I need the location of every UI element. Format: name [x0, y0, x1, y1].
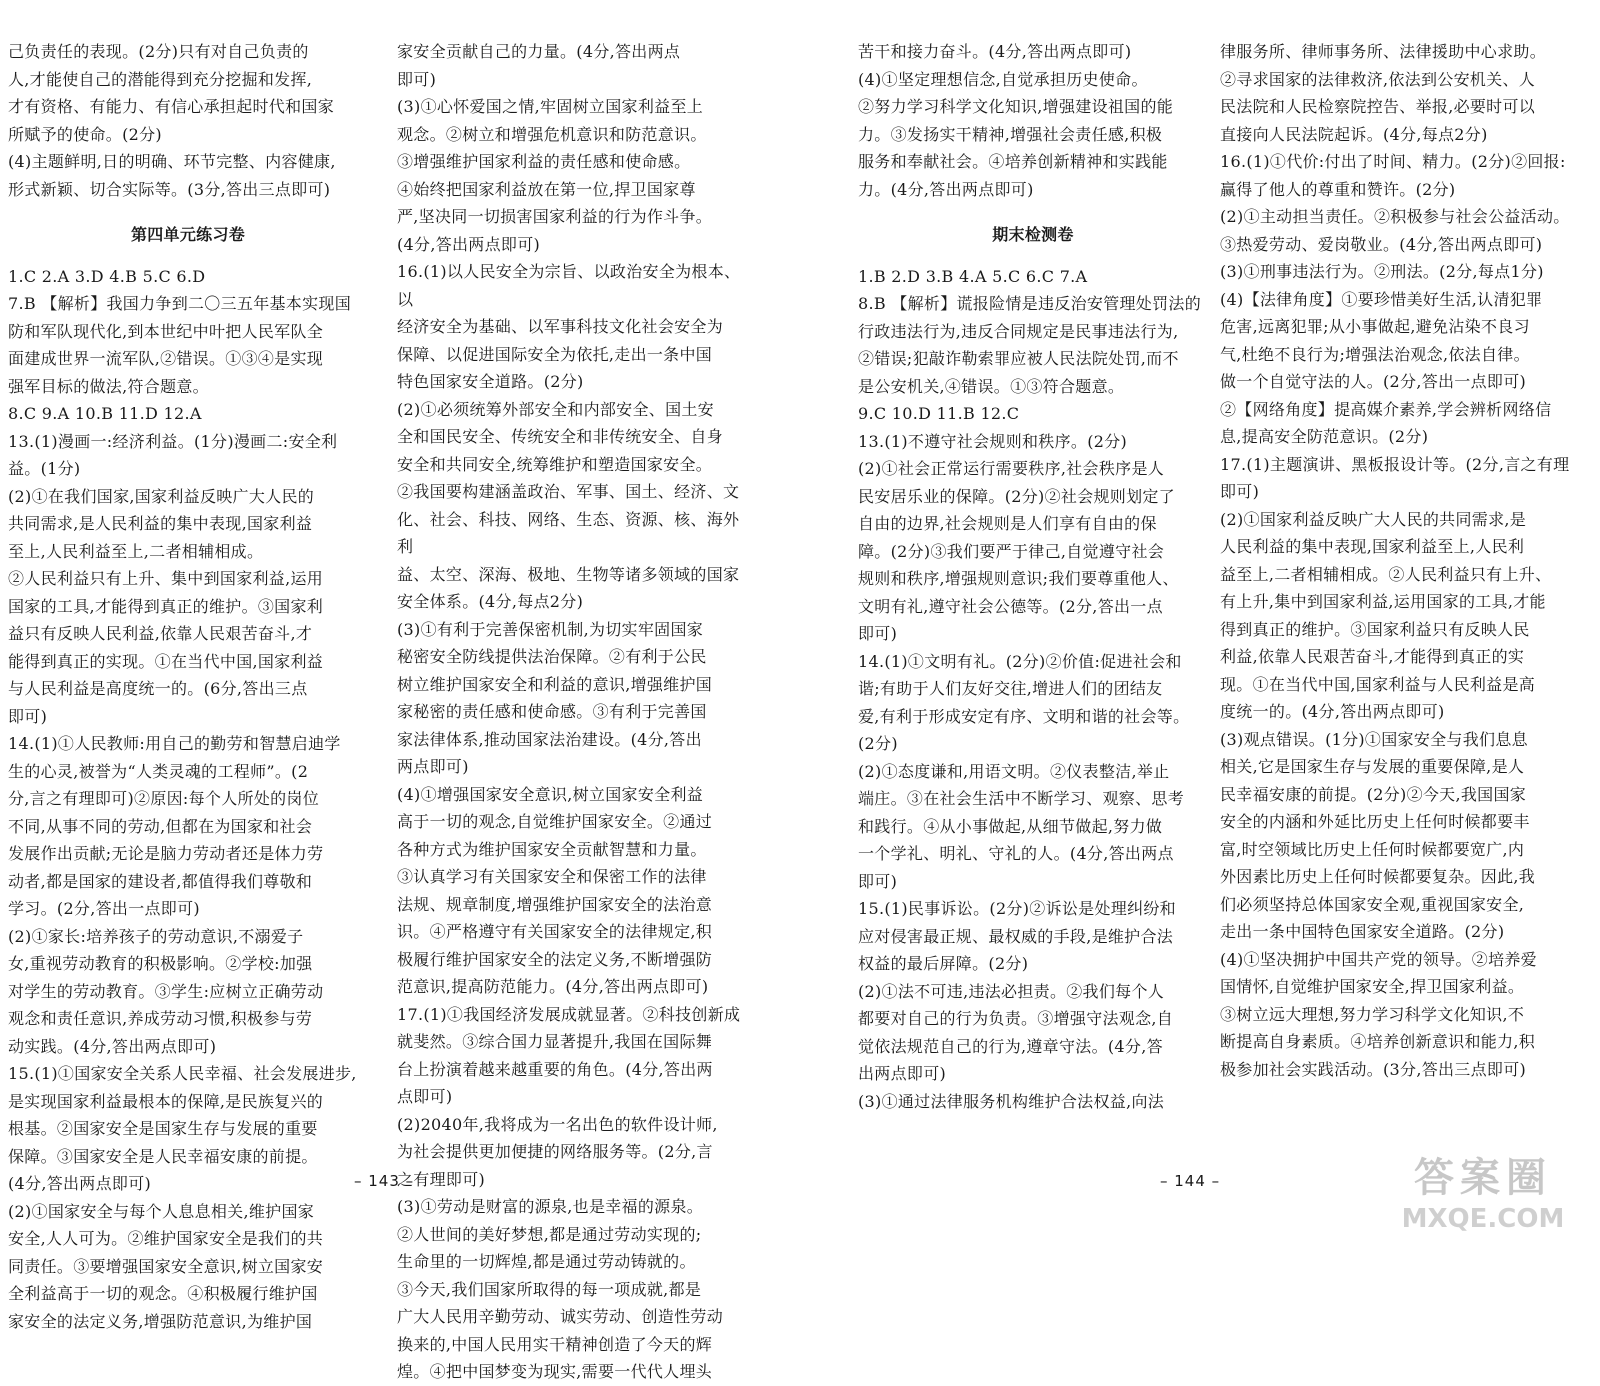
answer-line: 家秘密的责任感和使命感。③有利于完善国 — [397, 702, 707, 721]
answer-line: 国情怀,自觉维护国家安全,捍卫国家利益。 — [1220, 977, 1525, 996]
answer-line: 人民利益的集中表现,国家利益至上,人民利 — [1220, 537, 1525, 556]
answer-line: 直接向人民法院起诉。(4分,每点2分) — [1220, 124, 1488, 144]
answer-line: 各种方式为维护国家安全贡献智慧和力量。 — [397, 839, 707, 859]
answer-line: (4分,答出两点即可) — [8, 1174, 152, 1193]
answer-line: 端庄。③在社会生活中不断学习、观察、思考 — [858, 789, 1185, 808]
answer-line: 8.C 9.A 10.B 11.D 12.A — [8, 404, 202, 423]
answer-line: 9.C 10.D 11.B 12.C — [858, 404, 1020, 423]
answer-line: 1.B 2.D 3.B 4.A 5.C 6.C 7.A — [858, 266, 1088, 286]
answer-line: (3)观点错误。(1分)①国家安全与我们息息 — [1220, 729, 1528, 749]
answer-line: 家法律体系,推动国家法治建设。(4分,答出 — [397, 729, 702, 749]
answer-line: 即可) — [858, 871, 898, 891]
page-number-right: – 144 – — [1160, 1172, 1221, 1190]
answer-line: 两点即可) — [397, 757, 469, 776]
answer-line: 树立维护国家安全和利益的意识,增强维护国 — [397, 674, 713, 694]
answer-line: 15.(1)①国家安全关系人民幸福、社会发展进步, — [8, 1064, 357, 1083]
answer-line: 换来的,中国人民用实干精神创造了今天的辉 — [397, 1334, 713, 1354]
left-page-column-1 — [8, 38, 368, 1335]
answer-line: 和践行。④从小事做起,从细节做起,努力做 — [858, 816, 1163, 836]
right-page-column-2 — [1220, 38, 1570, 1083]
answer-line: 极履行维护国家安全的法定义务,不断增强防 — [397, 949, 713, 969]
answer-line: 根基。②国家安全是国家生存与发展的重要 — [8, 1119, 318, 1138]
answer-line: 即可) — [8, 706, 48, 726]
answer-line: 人,才能使自己的潜能得到充分挖掘和发挥, — [8, 69, 313, 89]
answer-line: 女,重视劳动教育的积极影响。②学校:加强 — [8, 954, 313, 973]
answer-line: 至上,人民利益至上,二者相辅相成。 — [8, 541, 264, 561]
answer-line: ④始终把国家利益放在第一位,捍卫国家尊 — [397, 179, 696, 199]
answer-line: 外因素比历史上任何时候都要复杂。因此,我 — [1220, 867, 1536, 886]
answer-line: 做一个自觉守法的人。(2分,答出一点即可) — [1220, 372, 1527, 391]
answer-line: 防和军队现代化,到本世纪中叶把人民军队全 — [8, 321, 324, 341]
answer-line: (2)①社会正常运行需要秩序,社会秩序是人 — [858, 459, 1165, 478]
answer-line: 苦干和接力奋斗。(4分,答出两点即可) — [858, 42, 1132, 61]
answer-line: 是公安机关,④错误。①③符合题意。 — [858, 376, 1125, 396]
answer-line: 得到真正的维护。③国家利益只有反映人民 — [1220, 619, 1530, 639]
answer-line: 化、社会、科技、网络、生态、资源、核、海外利 — [397, 509, 740, 556]
answer-line: ②【网络角度】提高媒介素养,学会辨析网络信 — [1220, 399, 1552, 419]
answer-line: 益、太空、深海、极地、生物等诸多领域的国家 — [397, 564, 740, 584]
answer-line: (2)①家长:培养孩子的劳动意识,不溺爱子 — [8, 926, 304, 946]
answer-line: 谐;有助于人们友好交往,增进人们的团结友 — [858, 679, 1163, 698]
answer-line: 走出一条中国特色国家安全道路。(2分) — [1220, 922, 1505, 941]
answer-line: ②人世间的美好梦想,都是通过劳动实现的; — [397, 1224, 702, 1244]
section-heading: 第四单元练习卷 — [130, 225, 246, 244]
watermark-text-top: 答案圈 — [1414, 1154, 1552, 1201]
answer-line: 7.B 【解析】我国力争到二〇三五年基本实现国 — [8, 294, 352, 313]
answer-line: (2)2040年,我将成为一名出色的软件设计师, — [397, 1114, 718, 1134]
answer-line: ③认真学习有关国家安全和保密工作的法律 — [397, 867, 707, 886]
answer-line: 家安全的法定义务,增强防范意识,为维护国 — [8, 1311, 313, 1331]
answer-line: ②努力学习科学文化知识,增强建设祖国的能 — [858, 97, 1174, 116]
answer-line: 力。③发扬实干精神,增强社会责任感,积极 — [858, 124, 1163, 144]
answer-line: ②错误;犯敲诈勒索罪应被人民法院处罚,而不 — [858, 349, 1179, 368]
answer-line: 安全体系。(4分,每点2分) — [397, 592, 584, 611]
answer-line: 点即可) — [397, 1087, 453, 1106]
answer-line: 17.(1)主题演讲、黑板报设计等。(2分,言之有理 — [1220, 454, 1570, 474]
answer-line: 特色国家安全道路。(2分) — [397, 372, 584, 391]
answer-line: 气,杜绝不良行为;增强法治观念,依法自律。 — [1220, 344, 1530, 364]
answer-line: 息,提高安全防范意识。(2分) — [1220, 427, 1429, 446]
answer-line: 学习。(2分,答出一点即可) — [8, 899, 200, 918]
answer-line: 障。(2分)③我们要严于律己,自觉遵守社会 — [858, 541, 1165, 561]
answer-line: 行政违法行为,违反合同规定是民事违法行为, — [858, 321, 1179, 341]
watermark-text-bottom: MXQE.COM — [1401, 1204, 1565, 1234]
answer-line: 共同需求,是人民利益的集中表现,国家利益 — [8, 514, 313, 533]
answer-line: 13.(1)漫画一:经济利益。(1分)漫画二:安全利 — [8, 431, 338, 451]
answer-line: ③今天,我们国家所取得的每一项成就,都是 — [397, 1279, 702, 1299]
answer-line: 14.(1)①人民教师:用自己的勤劳和智慧启迪学 — [8, 734, 341, 753]
answer-line: 广大人民用辛勤劳动、诚实劳动、创造性劳动 — [397, 1307, 724, 1326]
answer-line: 法规、规章制度,增强维护国家安全的法治意 — [397, 894, 713, 914]
answer-line: 富,时空领域比历史上任何时候都要宽广,内 — [1220, 839, 1525, 859]
answer-line: ②我国要构建涵盖政治、军事、国土、经济、文 — [397, 482, 740, 501]
answer-line: (2分) — [858, 734, 898, 753]
answer-line: 所赋予的使命。(2分) — [8, 124, 162, 144]
answer-line: 1.C 2.A 3.D 4.B 5.C 6.D — [8, 266, 206, 286]
answer-line: 觉依法规范自己的行为,遵章守法。(4分,答 — [858, 1036, 1163, 1056]
answer-line: 秘密安全防线提供法治保障。②有利于公民 — [397, 647, 707, 666]
answer-line: 一个学礼、明礼、守礼的人。(4分,答出两点 — [858, 844, 1174, 863]
answer-line: 断提高自身素质。④培养创新意识和能力,积 — [1220, 1032, 1536, 1051]
answer-line: 文明有礼,遵守社会公德等。(2分,答出一点 — [858, 596, 1163, 616]
answer-line: 保障、以促进国际安全为依托,走出一条中国 — [397, 344, 713, 364]
answer-line: 安全和共同安全,统筹维护和塑造国家安全。 — [397, 454, 713, 474]
answer-line: 同责任。③要增强国家安全意识,树立国家安 — [8, 1256, 324, 1276]
answer-line: 识。④严格遵守有关国家安全的法律规定,积 — [397, 922, 713, 941]
answer-line: 生命里的一切辉煌,都是通过劳动铸就的。 — [397, 1252, 696, 1271]
answer-line: 就斐然。③综合国力显著提升,我国在国际舞 — [397, 1032, 713, 1051]
answer-line: 利益,依靠人民艰苦奋斗,才能得到真正的实 — [1220, 647, 1525, 666]
answer-line: 安全的内涵和外延比历史上任何时候都要丰 — [1220, 812, 1530, 831]
answer-line: 是实现国家利益最根本的保障,是民族复兴的 — [8, 1091, 324, 1111]
answer-line: 16.(1)以人民安全为宗旨、以政治安全为根本、以 — [397, 262, 741, 309]
answer-line: 规则和秩序,增强规则意识;我们要尊重他人、 — [858, 569, 1179, 588]
answer-line: 相关,它是国家生存与发展的重要保障,是人 — [1220, 757, 1525, 776]
answer-line: 民安居乐业的保障。(2分)②社会规则划定了 — [858, 486, 1175, 506]
answer-line: 服务和奉献社会。④培养创新精神和实践能 — [858, 152, 1168, 171]
answer-line: 不同,从事不同的劳动,但都在为国家和社会 — [8, 816, 313, 836]
answer-line: 安全,人人可为。②维护国家安全是我们的共 — [8, 1229, 324, 1248]
answer-line: 形式新颖、切合实际等。(3分,答出三点即可) — [8, 179, 331, 199]
answer-line: 17.(1)①我国经济发展成就显著。②科技创新成 — [397, 1004, 741, 1024]
answer-line: (4)主题鲜明,日的明确、环节完整、内容健康, — [8, 152, 336, 171]
answer-line: (3)①劳动是财富的源泉,也是幸福的源泉。 — [397, 1197, 704, 1216]
answer-line: ③热爱劳动、爱岗敬业。(4分,答出两点即可) — [1220, 234, 1543, 254]
answer-line: 保障。③国家安全是人民幸福安康的前提。 — [8, 1146, 318, 1166]
answer-line: ③树立远大理想,努力学习科学文化知识,不 — [1220, 1004, 1525, 1024]
answer-line: 即可) — [1220, 482, 1260, 501]
answer-line: 爱,有利于形成安定有序、文明和谐的社会等。 — [858, 706, 1190, 726]
answer-line: (3)①通过法律服务机构维护合法权益,向法 — [858, 1091, 1165, 1111]
answer-line: 严,坚决同一切损害国家利益的行为作斗争。 — [397, 207, 713, 226]
answer-line: 16.(1)①代价:付出了时间、精力。(2分)②回报: — [1220, 152, 1566, 171]
answer-line: (4分,答出两点即可) — [397, 234, 541, 254]
answer-line: 发展作出贡献;无论是脑力劳动者还是体力劳 — [8, 844, 324, 863]
answer-line: 之有理即可) — [397, 1169, 486, 1189]
answer-line: 全和国民安全、传统安全和非传统安全、自身 — [397, 427, 724, 446]
answer-line: 赢得了他人的尊重和赞许。(2分) — [1220, 179, 1456, 199]
answer-line: 才有资格、有能力、有信心承担起时代和国家 — [8, 97, 335, 116]
answer-line: 14.(1)①文明有礼。(2分)②价值:促进社会和 — [858, 651, 1182, 671]
answer-line: (4)①增强国家安全意识,树立国家安全利益 — [397, 784, 704, 804]
answer-line: 国家的工具,才能得到真正的维护。③国家利 — [8, 596, 324, 616]
answer-line: 生的心灵,被誉为“人类灵魂的工程师”。(2 — [8, 761, 309, 781]
answer-line: 应对侵害最正规、最权威的手段,是维护合法 — [858, 926, 1174, 946]
answer-line: 危害,远离犯罪;从小事做起,避免沾染不良习 — [1220, 317, 1530, 336]
answer-line: 权益的最后屏障。(2分) — [858, 954, 1029, 973]
answer-line: 民幸福安康的前提。(2分)②今天,我国国家 — [1220, 784, 1527, 804]
answer-line: (3)①有利于完善保密机制,为切实牢固国家 — [397, 619, 704, 639]
answer-line: 益只有反映人民利益,依靠人民艰苦奋斗,才 — [8, 624, 313, 643]
answer-line: 极参加社会实践活动。(3分,答出三点即可) — [1220, 1059, 1527, 1079]
answer-line: (2)①在我们国家,国家利益反映广大人民的 — [8, 486, 315, 506]
answer-line: 出两点即可) — [858, 1064, 947, 1083]
answer-line: 台上扮演着越来越重要的角色。(4分,答出两 — [397, 1059, 713, 1079]
answer-line: 都要对自己的行为负责。③增强守法观念,自 — [858, 1009, 1174, 1028]
answer-line: (3)①心怀爱国之情,牢固树立国家利益至上 — [397, 97, 704, 116]
answer-line: 即可) — [858, 624, 898, 643]
answer-line: 律服务所、律师事务所、法律援助中心求助。 — [1220, 42, 1547, 61]
answer-line: 观念。②树立和增强危机意识和防范意识。 — [397, 124, 707, 144]
answer-line: 民法院和人民检察院控告、举报,必要时可以 — [1220, 97, 1536, 116]
answer-line: 们必须坚持总体国家安全观,重视国家安全, — [1220, 894, 1525, 914]
answer-line: 煌。④把中国梦变为现实,需要一代代人埋头 — [397, 1362, 713, 1381]
answer-line: 自由的边界,社会规则是人们享有自由的保 — [858, 514, 1157, 533]
answer-line: 13.(1)不遵守社会规则和秩序。(2分) — [858, 431, 1128, 451]
answer-line: 动者,都是国家的建设者,都值得我们尊敬和 — [8, 871, 313, 891]
answer-line: 现。①在当代中国,国家利益与人民利益是高 — [1220, 674, 1536, 694]
answer-line: 面建成世界一流军队,②错误。①③④是实现 — [8, 349, 324, 368]
answer-line: ②人民利益只有上升、集中到国家利益,运用 — [8, 569, 324, 588]
left-page-column-2 — [397, 38, 755, 1386]
answer-line: 分,言之有理即可)②原因:每个人所处的岗位 — [8, 789, 320, 808]
answer-line: 与人民利益是高度统一的。(6分,答出三点 — [8, 679, 308, 698]
answer-line: 即可) — [397, 69, 437, 89]
answer-line: (2)①国家利益反映广大人民的共同需求,是 — [1220, 509, 1527, 529]
answer-line: 益。(1分) — [8, 459, 81, 478]
answer-line: (4)①坚定理想信念,自觉承担历史使命。 — [858, 69, 1148, 89]
page-number-left: – 143 – — [354, 1172, 415, 1190]
answer-line: ③增强维护国家利益的责任感和使命感。 — [397, 152, 691, 171]
answer-line: 范意识,提高防范能力。(4分,答出两点即可) — [397, 977, 709, 996]
answer-line: (4)①坚决拥护中国共产党的领导。②培养爱 — [1220, 949, 1537, 969]
site-watermark-logo — [1378, 1154, 1588, 1246]
answer-line: 为社会提供更加便捷的网络服务等。(2分,言 — [397, 1142, 713, 1161]
answer-line: (3)①刑事违法行为。②刑法。(2分,每点1分) — [1220, 262, 1544, 281]
answer-line: (2)①态度谦和,用语文明。②仪表整洁,举止 — [858, 761, 1170, 781]
answer-line: 己负责任的表现。(2分)只有对自己负责的 — [8, 42, 309, 61]
answer-line: 有上升,集中到国家利益,运用国家的工具,才能 — [1220, 592, 1546, 611]
answer-line: ②寻求国家的法律救济,依法到公安机关、人 — [1220, 69, 1536, 89]
answer-line: 能得到真正的实现。①在当代中国,国家利益 — [8, 651, 324, 671]
answer-line: (4)【法律角度】①要珍惜美好生活,认清犯罪 — [1220, 289, 1543, 309]
answer-line: 全利益高于一切的观念。④积极履行维护国 — [8, 1284, 318, 1303]
answer-line: 动实践。(4分,答出两点即可) — [8, 1036, 217, 1056]
answer-line: 强军目标的做法,符合题意。 — [8, 376, 209, 396]
answer-line: (2)①主动担当责任。②积极参与社会公益活动。 — [1220, 207, 1570, 226]
answer-line: 度统一的。(4分,答出两点即可) — [1220, 702, 1445, 721]
answer-line: 15.(1)民事诉讼。(2分)②诉讼是处理纠纷和 — [858, 899, 1176, 918]
answer-line: 对学生的劳动教育。③学生:应树立正确劳动 — [8, 981, 324, 1001]
answer-line: 家安全贡献自己的力量。(4分,答出两点 — [397, 42, 681, 61]
answer-line: (2)①必须统筹外部安全和内部安全、国土安 — [397, 399, 714, 419]
right-page-column-1 — [858, 38, 1208, 1115]
answer-line: (2)①法不可违,违法必担责。②我们每个人 — [858, 981, 1165, 1001]
answer-line: 益至上,二者相辅相成。②人民利益只有上升、 — [1220, 564, 1552, 584]
answer-line: 经济安全为基础、以军事科技文化社会安全为 — [397, 317, 724, 336]
answer-line: 观念和责任意识,养成劳动习惯,积极参与劳 — [8, 1009, 313, 1028]
answer-line: 高于一切的观念,自觉维护国家安全。②通过 — [397, 812, 713, 831]
answer-line: 力。(4分,答出两点即可) — [858, 179, 1034, 199]
section-heading: 期末检测卷 — [992, 225, 1074, 244]
answer-line: (2)①国家安全与每个人息息相关,维护国家 — [8, 1201, 315, 1221]
answer-line: 8.B 【解析】谎报险情是违反治安管理处罚法的 — [858, 294, 1202, 313]
